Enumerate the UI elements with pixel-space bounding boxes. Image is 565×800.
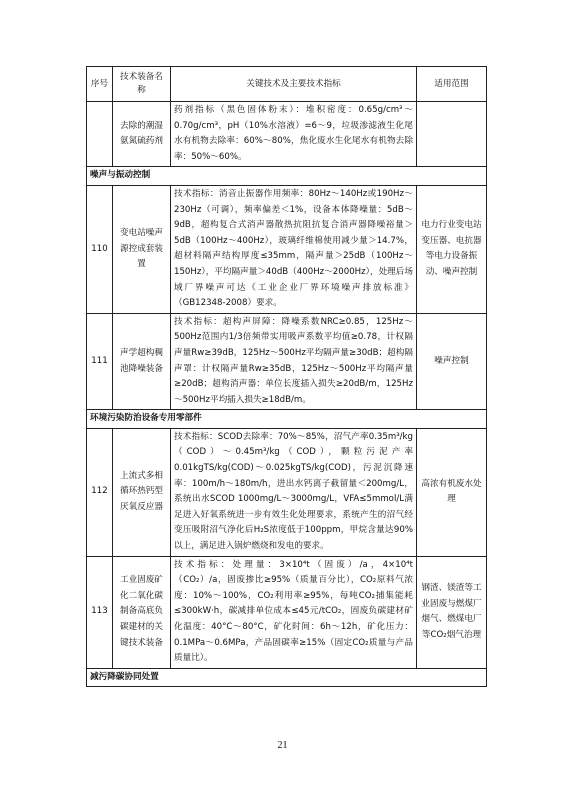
table-row <box>87 428 487 556</box>
header-no: 序号 <box>87 67 113 102</box>
tech-spec: 技术指标：消音止振器作用频率：80Hz～140Hz或190Hz～230Hz（可调），频率偏差＜1%，设备本体降噪量：5dB～9dB，超构复合式消声器散热抗阻抗复合消声器降噪裕量＞5dB（100Hz～400Hz），玻璃纤维棉使用减少量＞14.7%，超材料隔声结构厚度≤35mm，隔声量＞25dB（100Hz～150Hz），平均隔声量＞40dB（400Hz～2000Hz），处理后场域厂界噪声可达《工业企业厂界环境噪声排放标准》（GB12348-2008）要求。 <box>171 185 417 313</box>
page-number: 21 <box>277 740 288 751</box>
section-row <box>87 410 487 429</box>
equipment-name: 声学超构稠池降噪装备 <box>113 313 171 410</box>
scope: 高浓有机废水处理 <box>417 428 487 556</box>
section-row <box>87 668 487 687</box>
equipment-name: 去除的潮湿氨氮硫药剂 <box>113 102 171 167</box>
row-number <box>87 102 113 167</box>
header-tech: 关键技术及主要技术指标 <box>171 67 417 102</box>
table-header-row <box>87 67 487 102</box>
section-title-parts: 环境污染防治设备专用零部件 <box>87 410 487 429</box>
table-row <box>87 313 487 410</box>
scope: 钢渣、镁渣等工业固废与燃煤厂烟气、燃煤电厂等CO₂烟气治理 <box>417 556 487 668</box>
scope <box>417 102 487 167</box>
tech-spec: 药剂指标（黑色固体粉末）：堆积密度：0.65g/cm³～0.70g/cm³，pH（10%水溶液）=6～9，垃圾渗滤液生化尾水有机物去除率：60%～80%，焦化废水生化尾水有机物去除率：50%～60%。 <box>171 102 417 167</box>
section-row <box>87 167 487 186</box>
row-number: 110 <box>87 185 113 313</box>
table-row <box>87 185 487 313</box>
row-number: 112 <box>87 428 113 556</box>
header-scope: 适用范围 <box>417 67 487 102</box>
equipment-name: 上流式多相循环热钙型厌氧反应器 <box>113 428 171 556</box>
spec-table <box>86 66 487 687</box>
tech-spec: 技术指标：SCOD去除率：70%～85%，沼气产率0.35m³/kg（COD）～0.45m³/kg（COD），颗粒污泥产率0.01kgTS/kg(COD)～0.025kgTS/kg(COD)，污泥沉降速率：100m/h～180m/h，进出水钙离子截留量＜200mg/L，系统出水SCOD 1000mg/L～3000mg/L，VFA≤5mmol/L满足进入好氧系统进一步有效生化处理要求，系统产生的沼气经变压吸附沼气净化后H₂S浓度低于100ppm，甲烷含量达90%以上，满足进入锅炉燃烧和发电的要求。 <box>171 428 417 556</box>
scope: 噪声控制 <box>417 313 487 410</box>
table-row <box>87 556 487 668</box>
section-title-reduce: 减污降碳协同处置 <box>87 668 487 687</box>
row-number: 113 <box>87 556 113 668</box>
equipment-name: 变电站噪声源控成套装置 <box>113 185 171 313</box>
tech-spec: 技术指标：处理量：3×10⁴t（固废）/a，4×10⁴t（CO₂）/a，固废掺比≥95%（质量百分比），CO₂原料气浓度：10%～100%，CO₂利用率≥95%，每吨CO₂捕集能耗≤300kW·h，碳减排单位成本≤45元/tCO₂，固废负碳建材矿化温度：40°C～80°C，矿化时间：6h～12h，矿化压力：0.1MPa～0.6MPa，产品固碳率≥15%（固定CO₂质量与产品质量比）。 <box>171 556 417 668</box>
section-title-noise: 噪声与振动控制 <box>87 167 487 186</box>
scope: 电力行业变电站变压器、电抗器等电力设备振动、噪声控制 <box>417 185 487 313</box>
header-equipment: 技术装备名称 <box>113 67 171 102</box>
equipment-name: 工业固废矿化二氧化碳制备高底负碳建材的关键技术装备 <box>113 556 171 668</box>
table-row <box>87 102 487 167</box>
row-number: 111 <box>87 313 113 410</box>
tech-spec: 技术指标：超构声屏障：降噪系数NRC≥0.85，125Hz～500Hz范围内1/3倍频带实用吸声系数平均值≥0.78，计权隔声量Rw≥39dB，125Hz～500Hz平均隔声量≥30dB；超构隔声罩：计权隔声量Rw≥35dB，125Hz～500Hz平均隔声量≥20dB；超构消声器：单位长度插入损失≥20dB/m，125Hz～500Hz平均插入损失≥18dB/m。 <box>171 313 417 410</box>
